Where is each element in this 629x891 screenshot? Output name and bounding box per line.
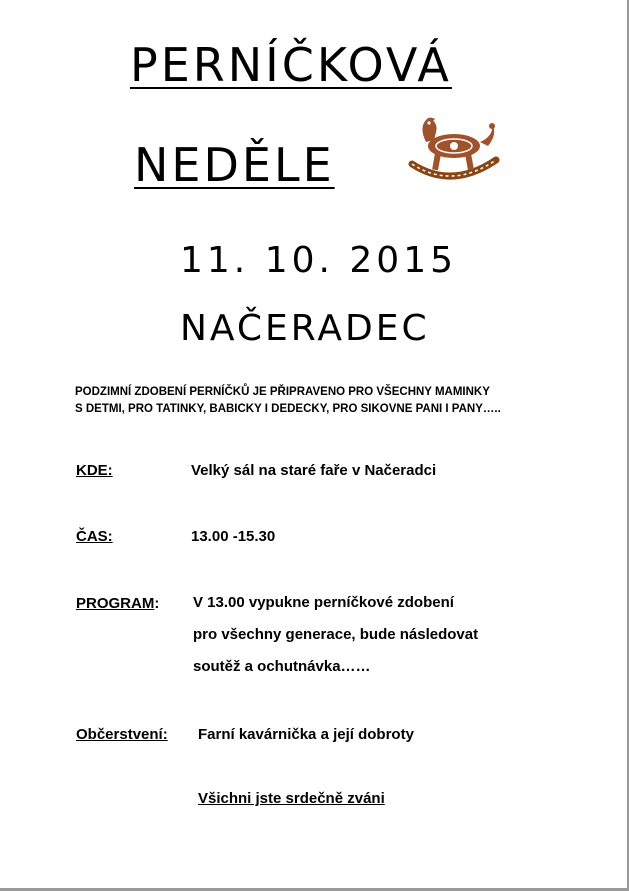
title-line-2: NEDĚLE [134, 138, 335, 192]
kde-label: KDE: [76, 462, 113, 479]
program-label: PROGRAM [76, 595, 155, 612]
program-value [193, 587, 478, 683]
intro-text [75, 384, 595, 418]
event-date: 11. 10. 2015 [180, 240, 458, 281]
gingerbread-rocking-horse-icon [404, 112, 504, 192]
program-line-1: V 13.00 vypukne perníčkové zdobení [193, 594, 454, 611]
title-line-1: PERNÍČKOVÁ [130, 38, 452, 92]
event-place: NAČERADEC [180, 308, 430, 349]
closing-invitation: Všichni jste srdečně zváni [198, 790, 385, 807]
obcerstveni-label: Občerstvení: [76, 726, 168, 743]
cas-value: 13.00 -15.30 [191, 528, 276, 545]
program-line-2: pro všechny generace, bude následovat [193, 626, 479, 643]
kde-value: Velký sál na staré faře v Načeradci [191, 462, 437, 479]
obcerstveni-value: Farní kavárnička a její dobroty [198, 726, 414, 743]
intro-line-1: PODZIMNÍ ZDOBENÍ PERNÍČKŮ JE PŘIPRAVENO PRO VŠECHNY MAMINKY [75, 386, 490, 398]
program-label-wrap [76, 595, 159, 612]
program-colon: : [154, 595, 160, 612]
intro-line-2: S DETMI, PRO TATINKY, BABICKY I DEDECKY, PRO SIKOVNE PANI I PANY….. [75, 403, 501, 415]
cas-label: ČAS: [76, 528, 113, 545]
program-line-3: soutěž a ochutnávka…… [193, 658, 371, 675]
